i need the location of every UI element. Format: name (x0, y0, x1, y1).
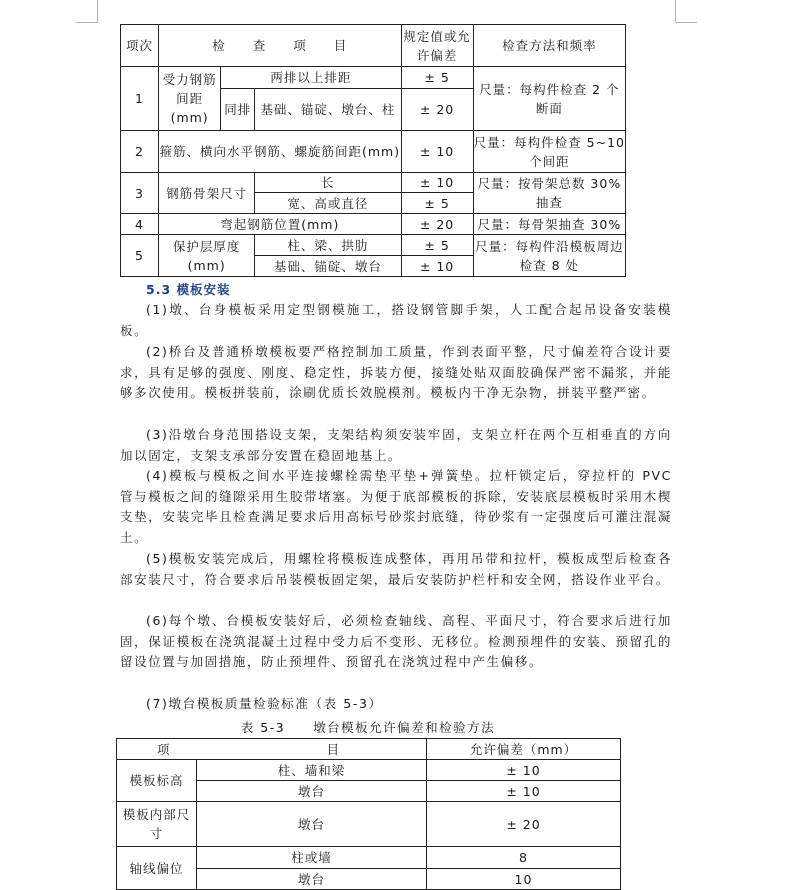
row2-method: 尺量：每构件检查 5~10 个间距 (473, 131, 625, 173)
row-val: ± 10 (427, 760, 621, 781)
header-item: 项 目 (117, 739, 427, 760)
row1-sub1: 两排以上排距 (221, 67, 401, 89)
crop-mark-top-left-v (97, 0, 98, 22)
row1-sub2-group: 同排 (221, 89, 255, 131)
row1-group: 受力钢筋间距(mm) (159, 67, 221, 131)
row3-sub1-val: ± 10 (401, 173, 473, 193)
header-method: 检查方法和频率 (473, 25, 625, 67)
row2-no: 2 (121, 131, 159, 173)
row-val: 10 (427, 869, 621, 890)
row5-group: 保护层厚度(mm) (159, 235, 255, 277)
row-sub: 墩台 (197, 781, 427, 802)
crop-mark-top-right-h (675, 22, 697, 23)
header-item-no: 项次 (121, 25, 159, 67)
paragraph-6: (6)每个墩、台模板安装好后，必须检查轴线、高程、平面尺寸，符合要求后进行加固，保证模板在浇筑混凝土过程中受力后不变形、无移位。检测预埋件的安装、预留孔的留设位置与加固措施，防止预埋件、预留孔在浇筑过程中产生偏移。 (120, 613, 672, 670)
row5-method: 尺量：每构件沿模板周边检查 8 处 (473, 235, 625, 277)
row4-item: 弯起钢筋位置(mm) (159, 214, 401, 235)
row5-sub1-val: ± 5 (401, 235, 473, 256)
row3-method: 尺量：按骨架总数 30% 抽查 (473, 173, 625, 214)
row5-no: 5 (121, 235, 159, 277)
row1-sub2-val: ± 20 (401, 89, 473, 131)
row3-sub2: 宽、高或直径 (255, 193, 401, 214)
rebar-inspection-table (120, 24, 626, 277)
row1-no: 1 (121, 67, 159, 131)
table2-caption: 表 5-3 墩台模板允许偏差和检验方法 (240, 720, 496, 735)
row-sub: 墩台 (197, 802, 427, 847)
row-val: ± 20 (427, 802, 621, 847)
row3-no: 3 (121, 173, 159, 214)
crop-mark-top-left-h (76, 22, 98, 23)
row-group-axis-offset: 轴线偏位 (117, 847, 197, 890)
paragraph-3: (3)沿墩台身范围搭设支架，支架结构须安装牢固，支架立杆在两个互相垂直的方向加以固定，支架支承部分安置在稳固地基上。 (120, 427, 672, 463)
row4-no: 4 (121, 214, 159, 235)
header-allowed: 允许偏差（mm） (427, 739, 621, 760)
row5-sub2: 基础、锚碇、墩台 (255, 256, 401, 277)
paragraph-7: (7)墩台模板质量检验标准（表 5-3） (146, 696, 383, 711)
row-group-elevation: 模板标高 (117, 760, 197, 802)
row2-item: 箍筋、横向水平钢筋、螺旋筋间距(mm) (159, 131, 401, 173)
row1-sub2: 基础、锚碇、墩台、柱 (255, 89, 401, 131)
header-check-item: 检 查 项 目 (159, 25, 401, 67)
row3-sub2-val: ± 5 (401, 193, 473, 214)
row-val: ± 10 (427, 781, 621, 802)
row-sub: 柱、墙和梁 (197, 760, 427, 781)
row1-method: 尺量：每构件检查 2 个断面 (473, 67, 625, 131)
row3-group: 钢筋骨架尺寸 (159, 173, 255, 214)
row4-val: ± 20 (401, 214, 473, 235)
row5-sub1: 柱、梁、拱肋 (255, 235, 401, 256)
paragraph-5: (5)模板安装完成后，用螺栓将模板连成整体，再用吊带和拉杆，模板成型后检查各部安装尺寸，符合要求后吊装模板固定架，最后安装防护栏杆和安全网，搭设作业平台。 (120, 551, 672, 587)
section-title: 5.3 模板安装 (146, 282, 231, 297)
header-allowed: 规定值或允许偏差 (401, 25, 473, 67)
row3-sub1: 长 (255, 173, 401, 193)
row-group-inner-size: 模板内部尺寸 (117, 802, 197, 847)
paragraph-1: (1)墩、台身模板采用定型钢模施工，搭设钢管脚手架，人工配合起吊设备安装模板。 (120, 302, 672, 338)
row4-method: 尺量：每骨架抽查 30% (473, 214, 625, 235)
paragraph-4: (4)模板与模板之间水平连接螺栓需垫平垫+弹簧垫。拉杆锁定后，穿拉杆的 PVC 管与模板之间的缝隙采用生胶带堵塞。为便于底部模板的拆除，安装底层模板时采用木楔支垫，安装完毕且检查满足要求后用高标号砂浆封底缝，待砂浆有一定强度后可灌注混凝土。 (120, 468, 672, 546)
row-sub: 柱或墙 (197, 847, 427, 869)
row-val: 8 (427, 847, 621, 869)
paragraph-2: (2)桥台及普通桥墩模板要严格控制加工质量，作到表面平整，尺寸偏差符合设计要求，具有足够的强度、刚度、稳定性，拆装方便，接缝处贴双面胶确保严密不漏浆，并能够多次使用。模板拼装前，涂刷优质长效脱模剂。模板内干净无杂物，拼装平整严密。 (120, 344, 672, 401)
crop-mark-top-right-v (675, 0, 676, 22)
row-sub: 墩台 (197, 869, 427, 890)
row1-sub1-val: ± 5 (401, 67, 473, 89)
row2-val: ± 10 (401, 131, 473, 173)
row5-sub2-val: ± 10 (401, 256, 473, 277)
formwork-tolerance-table (116, 738, 621, 890)
